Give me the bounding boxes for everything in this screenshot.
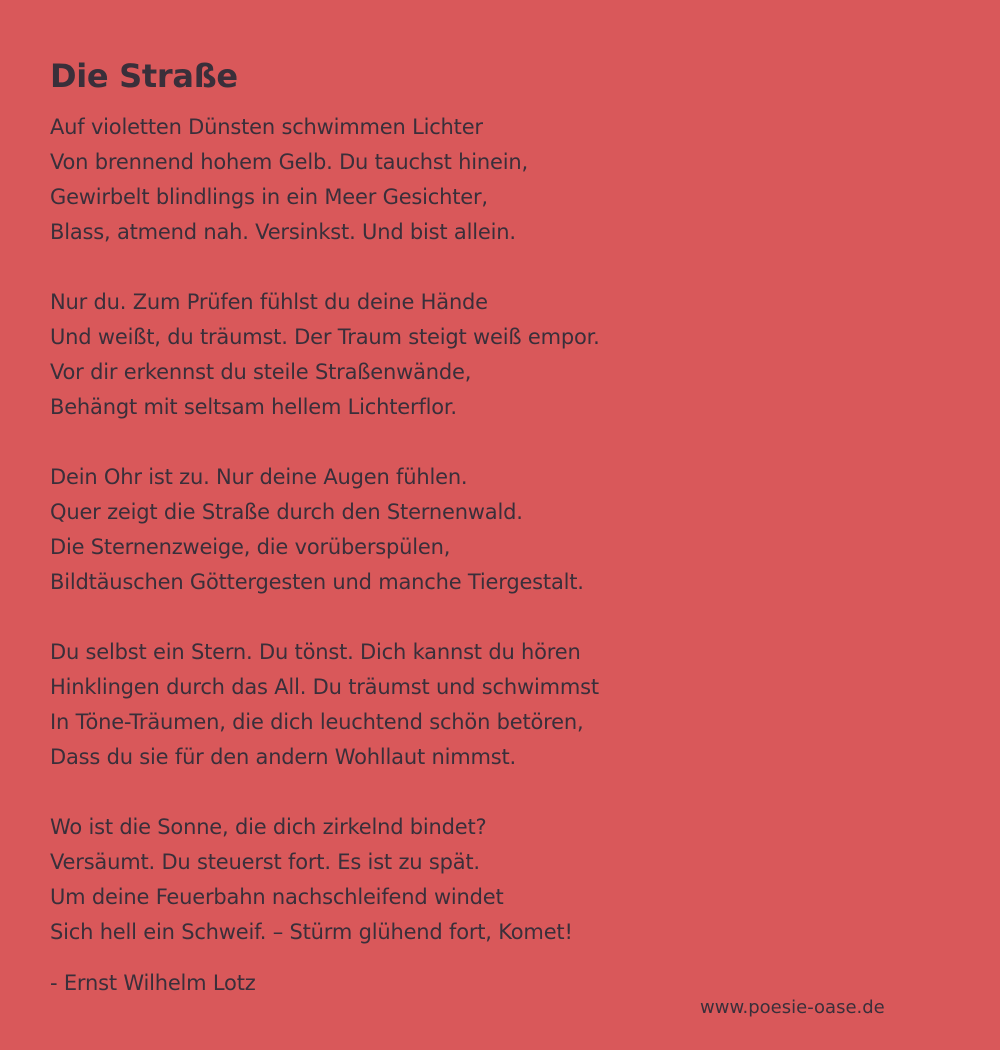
poem-title: Die Straße: [50, 57, 238, 95]
poem-line: Blass, atmend nah. Versinkst. Und bist allein.: [50, 220, 516, 244]
poem-line: In Töne-Träumen, die dich leuchtend schön betören,: [50, 710, 584, 734]
website-url: www.poesie-oase.de: [700, 997, 885, 1018]
poem-line: Um deine Feuerbahn nachschleifend windet: [50, 885, 504, 909]
poem-line: Bildtäuschen Göttergesten und manche Tiergestalt.: [50, 570, 584, 594]
poem-line: Und weißt, du träumst. Der Traum steigt weiß empor.: [50, 325, 600, 349]
poem-line: Dein Ohr ist zu. Nur deine Augen fühlen.: [50, 465, 468, 489]
poem-line: Nur du. Zum Prüfen fühlst du deine Hände: [50, 290, 488, 314]
poem-author: - Ernst Wilhelm Lotz: [50, 971, 256, 995]
poem-line: Behängt mit seltsam hellem Lichterflor.: [50, 395, 457, 419]
poem-line: Versäumt. Du steuerst fort. Es ist zu spät.: [50, 850, 480, 874]
poem-line: Du selbst ein Stern. Du tönst. Dich kannst du hören: [50, 640, 581, 664]
poem-line: Wo ist die Sonne, die dich zirkelnd bindet?: [50, 815, 487, 839]
stanza-5: [50, 810, 950, 950]
poem-line: Von brennend hohem Gelb. Du tauchst hinein,: [50, 150, 528, 174]
poem-line: Quer zeigt die Straße durch den Sternenwald.: [50, 500, 523, 524]
poem-line: Dass du sie für den andern Wohllaut nimmst.: [50, 745, 516, 769]
poem-card: [50, 56, 950, 1001]
stanza-3: [50, 460, 950, 600]
poem-line: Die Sternenzweige, die vorüberspülen,: [50, 535, 451, 559]
stanza-2: [50, 285, 950, 425]
stanza-4: [50, 635, 950, 775]
poem-line: Auf violetten Dünsten schwimmen Lichter: [50, 115, 483, 139]
poem-line: Sich hell ein Schweif. – Stürm glühend fort, Komet!: [50, 920, 573, 944]
stanza-1: [50, 110, 950, 250]
poem-line: Vor dir erkennst du steile Straßenwände,: [50, 360, 472, 384]
poem-line: Gewirbelt blindlings in ein Meer Gesichter,: [50, 185, 488, 209]
poem-line: Hinklingen durch das All. Du träumst und schwimmst: [50, 675, 599, 699]
